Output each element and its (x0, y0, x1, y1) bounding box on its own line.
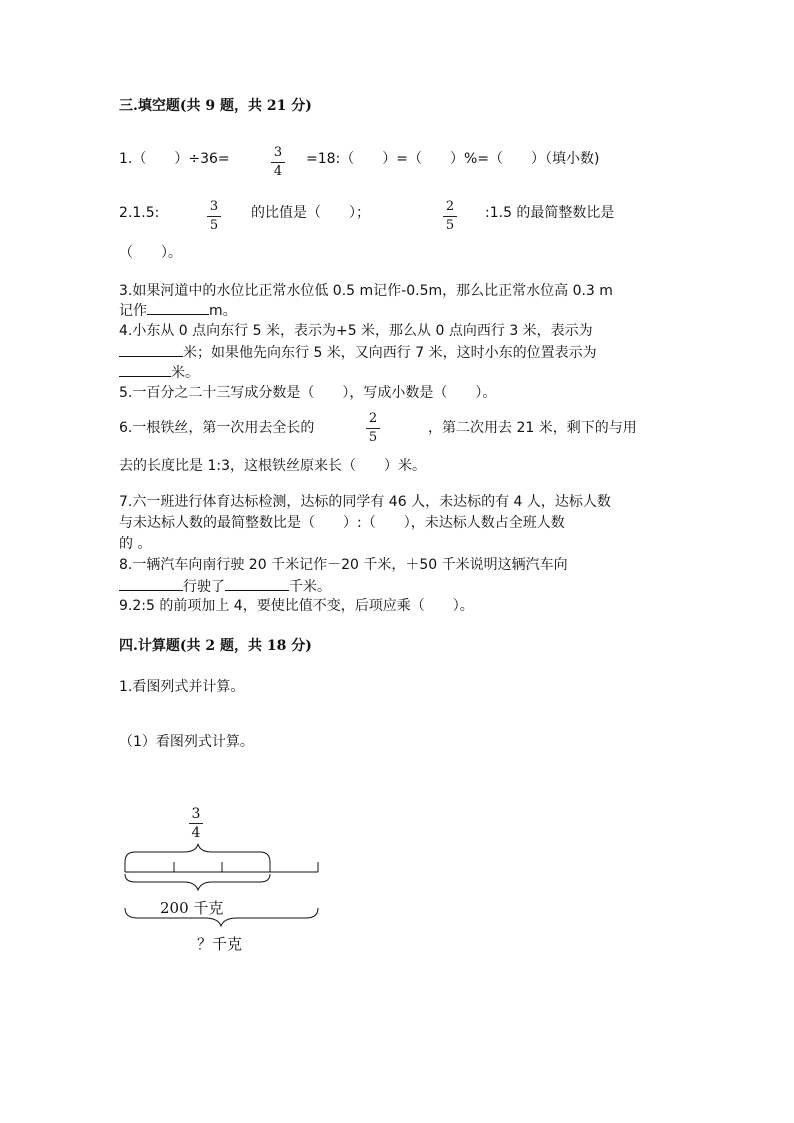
q8-line-2 (119, 576, 331, 597)
q1-fraction (268, 145, 288, 180)
q2-fraction-1 (204, 199, 224, 234)
section-title-fill-in: 三.填空题(共 9 题，共 21 分) (119, 98, 312, 114)
q8-answer-blank-1[interactable] (119, 576, 183, 591)
q3-line-2-suffix: m。 (209, 303, 237, 319)
q5-text: 5.一百分之二十三写成分数是（ ），写成小数是（ ）。 (119, 385, 497, 401)
q2-fraction-1-denominator: 5 (209, 218, 219, 233)
diagram-total-label: ？千克 (197, 935, 243, 953)
q6-fraction (363, 411, 383, 446)
q6-fraction-denominator: 5 (368, 430, 378, 445)
q1-fraction-numerator: 3 (273, 145, 283, 160)
q2-part-d: （ ）。 (119, 245, 182, 261)
q2-part-a: 2.1.5: (119, 205, 160, 221)
q2-fraction-2-denominator: 5 (445, 218, 455, 233)
q3-line-2 (119, 300, 237, 321)
q2-fraction-2-numerator: 2 (445, 199, 455, 214)
diagram-fraction-denominator: 4 (191, 825, 201, 841)
q4-line-3 (119, 362, 199, 383)
q3-answer-blank[interactable] (147, 300, 209, 315)
q2-fraction-1-numerator: 3 (209, 199, 219, 214)
q4-line-2-suffix: 米；如果他先向东行 5 米，又向西行 7 米，这时小东的位置表示为 (183, 345, 597, 361)
calc-sub1-text: （1）看图列式计算。 (119, 734, 254, 750)
q3-line-1: 3.如果河道中的水位比正常水位低 0.5 m记作-0.5m，那么比正常水位高 0.3 m (119, 283, 613, 299)
part-brace (125, 874, 270, 890)
diagram-part-label: 200 千克 (160, 899, 224, 917)
q6-fraction-numerator: 2 (368, 411, 378, 426)
q1-part-a: 1.（ ）÷36= (119, 151, 230, 167)
q9-text: 9.2:5 的前项加上 4，要使比值不变，后项应乘（ ）。 (119, 598, 474, 614)
q4-answer-blank-2[interactable] (119, 362, 171, 377)
q7-line-3: 的 。 (119, 536, 152, 552)
q3-line-2-prefix: 记作 (119, 303, 147, 319)
q4-line-1: 4.小东从 0 点向东行 5 米，表示为+5 米，那么从 0 点向西行 3 米，表示为 (119, 323, 593, 339)
q1-part-b: =18:（ ）=（ ）%=（ ）（填小数) (306, 151, 600, 167)
q1-fraction-denominator: 4 (273, 164, 283, 179)
q6-part-b: ，第二次用去 21 米，剩下的与用 (428, 420, 637, 436)
diagram-fraction (186, 806, 206, 841)
q6-part-a: 6.一根铁丝，第一次用去全长的 (119, 420, 315, 436)
top-brace (125, 844, 270, 862)
q2-part-c: :1.5 的最简整数比是 (485, 205, 615, 221)
q7-line-2: 与未达标人数的最简整数比是（ ）:（ ），未达标人数占全班人数 (119, 515, 565, 531)
calc-q1-text: 1.看图列式并计算。 (119, 679, 245, 695)
q8-answer-blank-2[interactable] (225, 576, 289, 591)
q2-part-b: 的比值是（ ）； (251, 205, 370, 221)
q2-fraction-2 (440, 199, 460, 234)
q8-line-2-suffix: 千米。 (289, 579, 331, 595)
q4-line-2 (119, 342, 597, 363)
section-title-calc: 四.计算题(共 2 题，共 18 分) (119, 638, 312, 654)
q8-line-1: 8.一辆汽车向南行驶 20 千米记作－20 千米，＋50 千米说明这辆汽车向 (119, 557, 568, 573)
q6-line-2: 去的长度比是 1:3，这根铁丝原来长（ ）米。 (119, 458, 426, 474)
q7-line-1: 7.六一班进行体育达标检测，达标的同学有 46 人，未达标的有 4 人，达标人数 (119, 494, 611, 510)
q4-answer-blank-1[interactable] (119, 342, 183, 357)
q4-line-3-suffix: 米。 (171, 365, 199, 381)
q8-line-2-mid: 行驶了 (183, 579, 225, 595)
diagram-fraction-numerator: 3 (191, 806, 201, 822)
